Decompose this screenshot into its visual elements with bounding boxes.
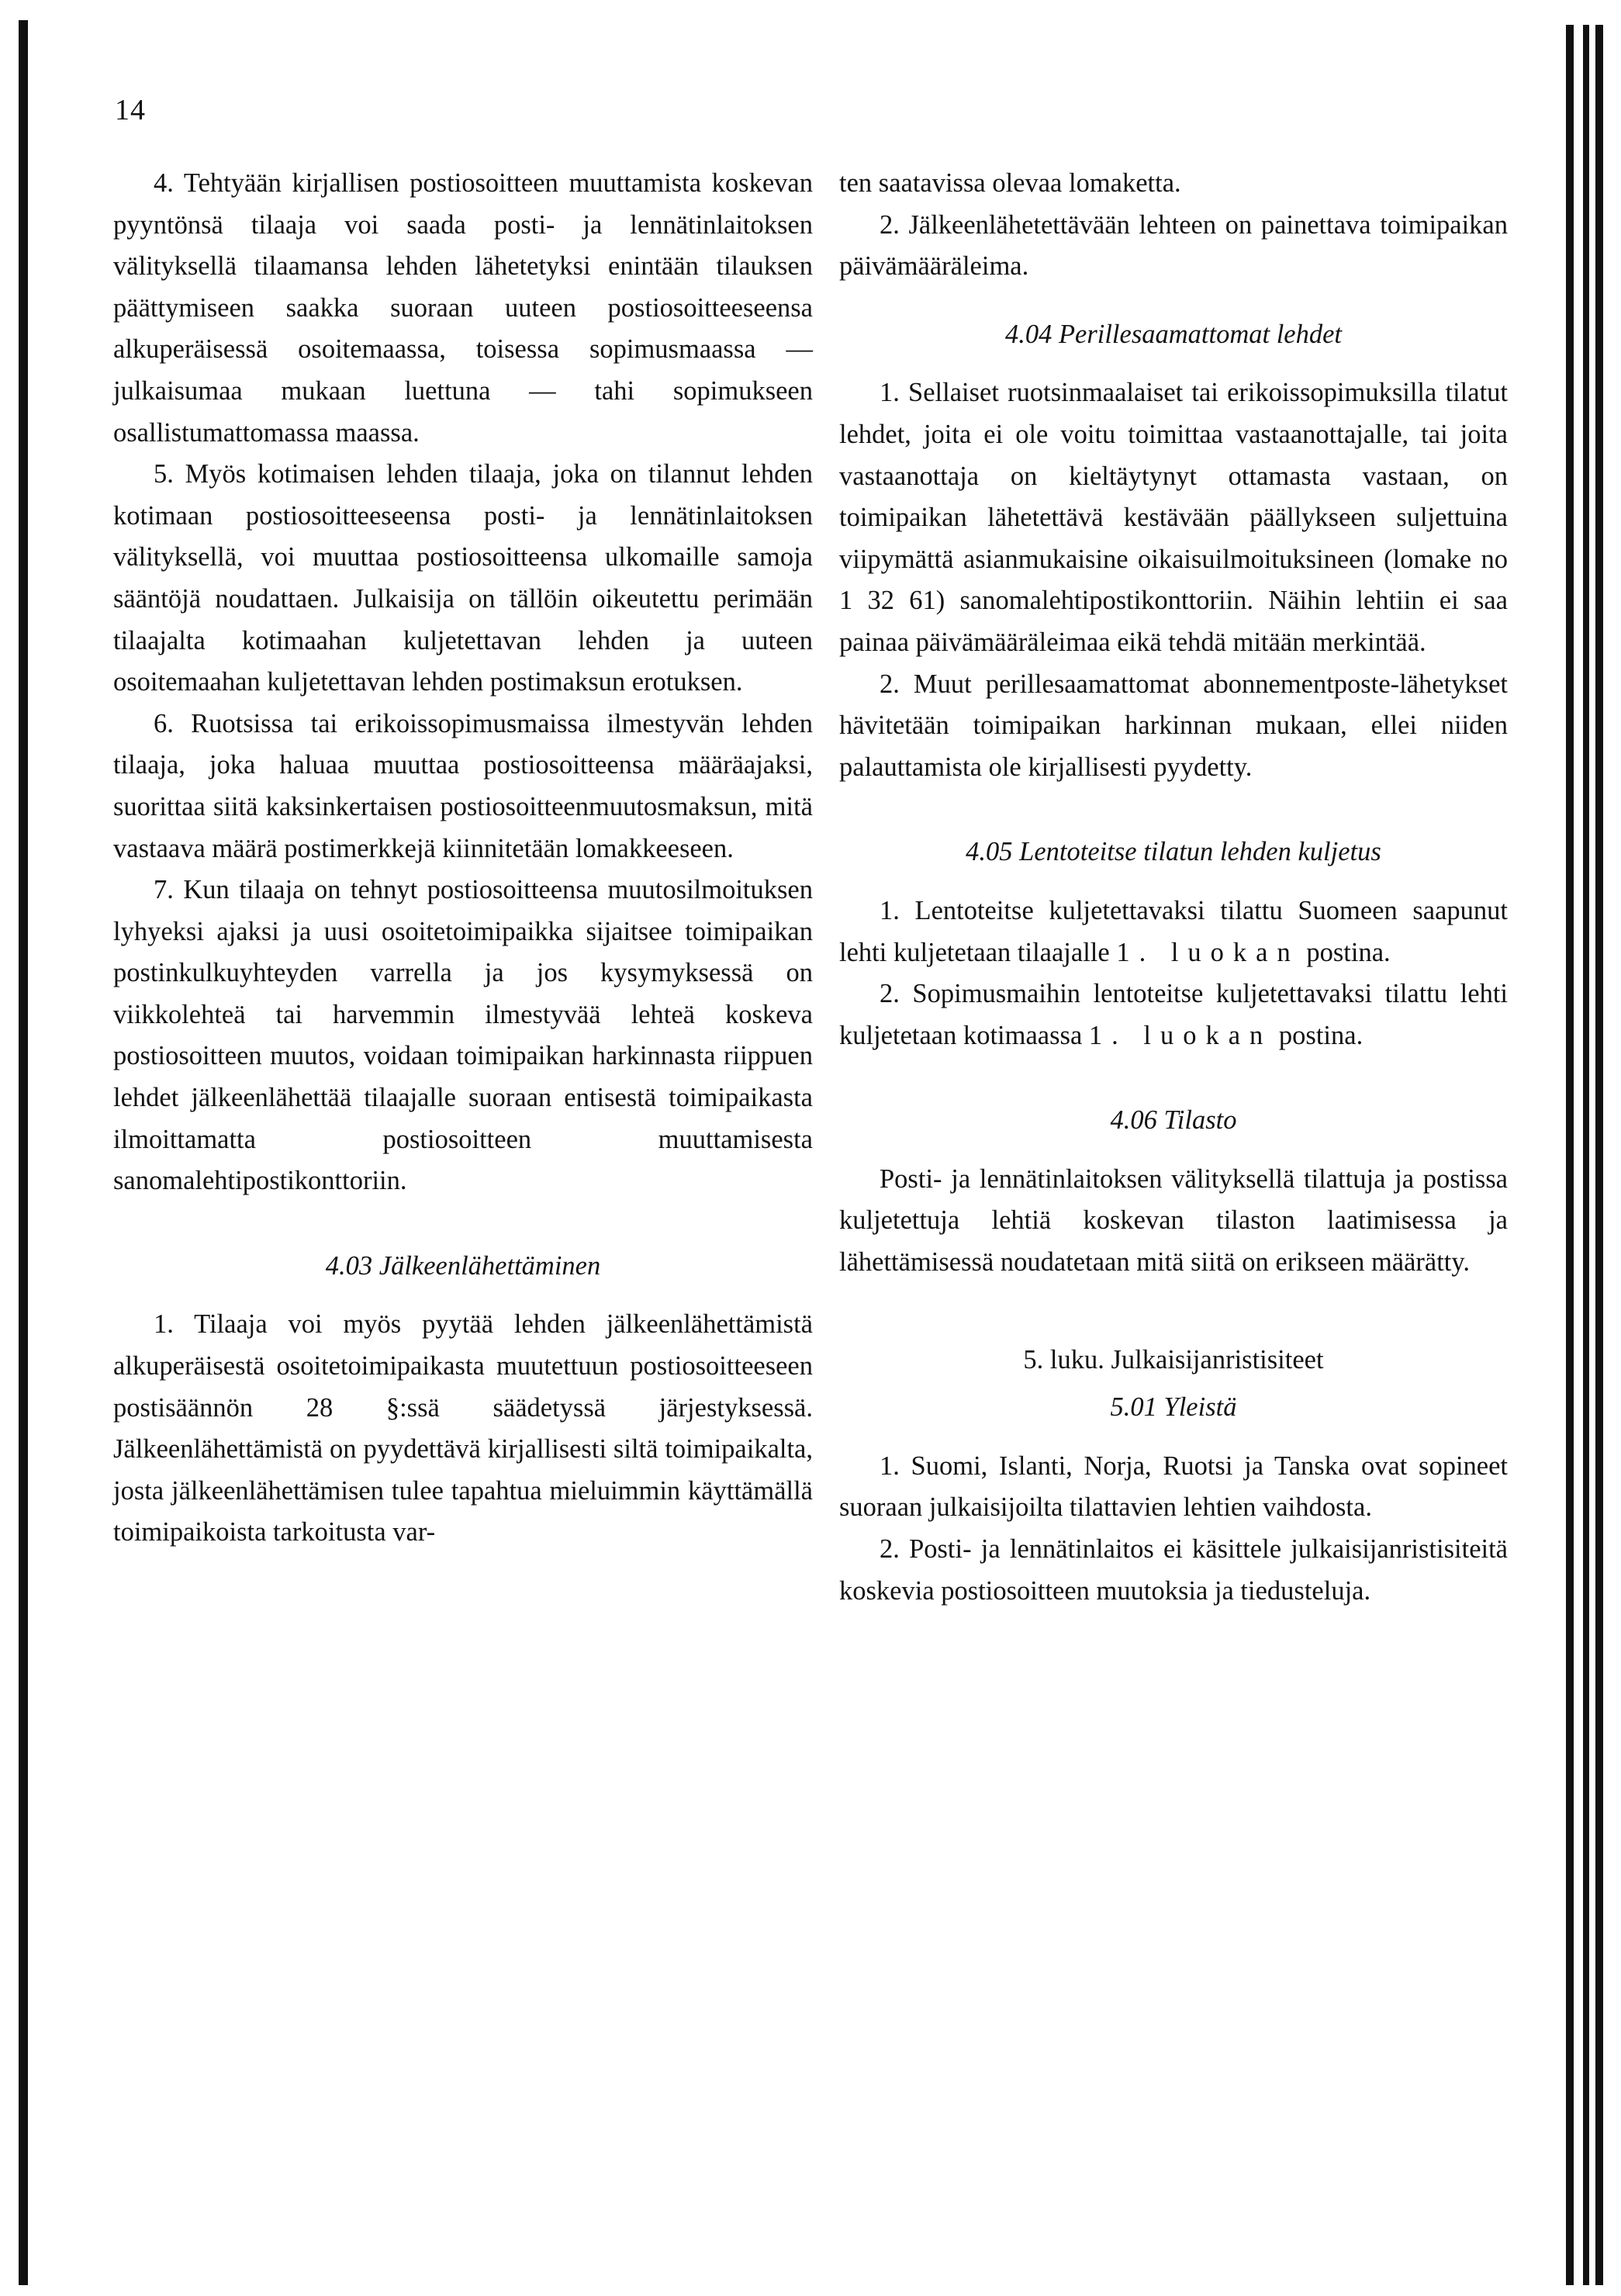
spaced-emphasis: 1. luokan: [1088, 1020, 1273, 1050]
scan-border-left: [19, 20, 28, 2285]
section-heading-4-03: 4.03 Jälkeenlähettäminen: [325, 1250, 601, 1281]
paragraph-text: postina.: [1306, 937, 1391, 967]
paragraph-text: 2. Sopimusmaihin lentoteitse kuljetettavaksi tilattu lehti kuljetetaan kotimaassa: [839, 979, 1508, 1050]
paragraph-4-04-2: 2. Muut perillesaamattomat abonnementposte-lähetykset hävitetään toimipaikan harkinnan mukaan, ellei niiden palauttamista ole kirjallisesti pyydetty.: [839, 669, 1508, 782]
paragraph-4-06: Posti- ja lennätinlaitoksen välityksellä tilattuja ja postissa kuljetettuja lehtiä koskevan tilaston laatimisessa ja lähettämisessä noudatetaan mitä siitä on erikseen määrätty.: [839, 1164, 1508, 1278]
chapter-heading-5: 5. luku. Julkaisijanristisiteet: [1023, 1344, 1324, 1374]
spaced-emphasis: 1. luokan: [1116, 937, 1300, 967]
right-column: [839, 163, 1508, 1612]
section-heading-4-06: 4.06 Tilasto: [1110, 1105, 1237, 1136]
paragraph-5-01-2: 2. Posti- ja lennätinlaitos ei käsittele julkaisijanristisiteitä koskevia postiosoitteen muutoksia ja tiedusteluja.: [839, 1534, 1508, 1606]
paragraph-4-05-1: [839, 890, 1508, 973]
section-heading-5-01: 5.01 Yleistä: [1110, 1392, 1237, 1423]
left-column: [113, 163, 813, 1554]
paragraph-4-05-2: [839, 973, 1508, 1056]
paragraph-text: postina.: [1278, 1020, 1364, 1050]
paragraph-text: 1. Lentoteitse kuljetettavaksi tilattu Suomeen saapunut lehti kuljetetaan tilaajalle: [839, 895, 1508, 967]
paragraph-5-01-1: 1. Suomi, Islanti, Norja, Ruotsi ja Tanska ovat sopineet suoraan julkaisijoilta tilattavien lehtien vaihdosta.: [839, 1451, 1508, 1523]
paragraph-4-03-2: 2. Jälkeenlähetettävään lehteen on painettava toimipaikan päivämääräleima.: [839, 209, 1508, 282]
section-heading-4-04: 4.04 Perillesaamattomat lehdet: [1004, 319, 1343, 349]
scan-border-right: [1595, 25, 1603, 2285]
scan-border-right: [1583, 25, 1589, 2285]
paragraph-4-5: 5. Myös kotimaisen lehden tilaaja, joka on tilannut lehden kotimaan postiosoitteeseensa posti- ja lennätinlaitoksen välityksellä, voi muuttaa postiosoitteensa ulkomaille samoja sääntöjä noudattaen. Julkaisija on tällöin oikeutettu perimään tilaajalta kotimaahan kuljetettavan lehden ja uuteen osoitemaahan kuljetettavan lehden postimaksun erotuksen.: [113, 459, 813, 697]
section-heading-4-05: 4.05 Lentoteitse tilatun lehden kuljetus: [966, 837, 1381, 867]
paragraph-4-03-1: 1. Tilaaja voi myös pyytää lehden jälkeenlähettämistä alkuperäisestä osoitetoimipaikasta muutettuun postiosoitteeseen postisäännön 28 §:ssä säädetyssä järjestyksessä. Jälkeenlähettämistä on pyydettävä kirjallisesti siltä toimipaikalta, josta jälkeenlähettämisen tulee tapahtua mieluimmin käyttämällä toimipaikoista tarkoitusta var-: [113, 1309, 813, 1547]
page-number: 14: [115, 94, 146, 126]
paragraph-4-04-1: 1. Sellaiset ruotsinmaalaiset tai erikoissopimuksilla tilatut lehdet, joita ei ole voitu toimittaa vastaanottajalle, tai joita vastaanottaja on kieltäytynyt ottamasta vastaan, on toimipaikan lähetettävä kestävään päällykseen suljettuina viipymättä asianmukaisine oikaisuilmoituksineen (lomake no 1 32 61) sanomalehtipostikonttoriin. Näihin lehtiin ei saa painaa päivämääräleimaa eikä tehdä mitään merkintää.: [839, 378, 1508, 657]
paragraph-4-7: 7. Kun tilaaja on tehnyt postiosoitteensa muutosilmoituksen lyhyeksi ajaksi ja uusi osoitetoimipaikka sijaitsee toimipaikan postinkulkuyhteyden varrella ja jos kysymyksessä on viikkolehteä tai harvemmin ilmestyvää lehteä koskeva postiosoitteen muutos, voidaan toimipaikan harkinnasta riippuen lehdet jälkeenlähettää tilaajalle suoraan entisestä toimipaikasta ilmoittamatta postiosoitteen muuttamisesta sanomalehtipostikonttoriin.: [113, 875, 813, 1196]
paragraph-4-03-1-continued: ten saatavissa olevaa lomaketta.: [839, 168, 1181, 198]
scan-border-right: [1566, 25, 1574, 2285]
paragraph-4-4: 4. Tehtyään kirjallisen postiosoitteen muuttamista koskevan pyyntönsä tilaaja voi saada posti- ja lennätinlaitoksen välityksellä tilaamansa lehden lähetetyksi enintään tilauksen päättymiseen saakka suoraan uuteen postiosoitteeseensa alkuperäisessä osoitemaassa, toisessa sopimusmaassa — julkaisumaa mukaan luettuna — tahi sopimukseen osallistumattomassa maassa.: [113, 168, 813, 448]
paragraph-4-6: 6. Ruotsissa tai erikoissopimusmaissa ilmestyvän lehden tilaaja, joka haluaa muuttaa postiosoitteensa määräajaksi, suorittaa siitä kaksinkertaisen postiosoitteenmuutosmaksun, mitä vastaava määrä postimerkkejä kiinnitetään lomakkeeseen.: [113, 708, 813, 863]
